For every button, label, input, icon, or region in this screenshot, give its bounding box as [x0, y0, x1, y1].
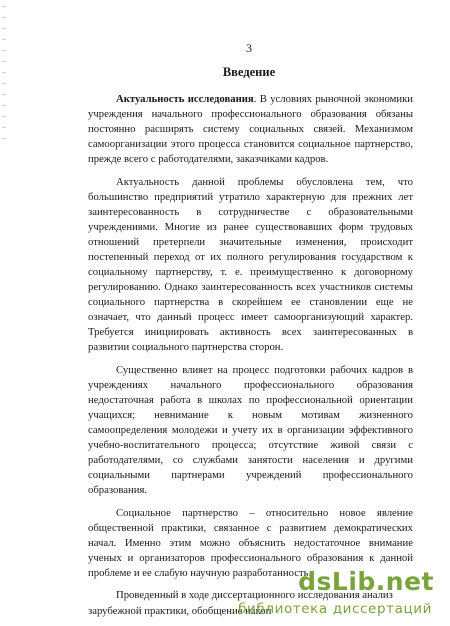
document-body — [88, 92, 413, 619]
watermark — [233, 567, 438, 619]
page-number: 3 — [246, 41, 252, 55]
analysis-line-1: Проведенный в ходе диссертационного исследования анализ — [116, 589, 393, 602]
relevance-text: . В условиях рыночной экономики учреждения начального профессионального образования обязаны постоянно расширять систему социальных связей. Механизмом самоорганизации этого процесса становится социальное партнерство, прежде всего с работодателями, заказчиками кадров. — [88, 93, 413, 166]
paragraph-training: Существенно влияет на процесс подготовки рабочих кадров в учреждениях начального профессионального образования недостаточная работа в школах по профессиональной ориентации учащихся; невнимание к новым мотивам жизненного самоопределения молодежи и учету их в организации эффективного учебно-воспитательного процесса; отсутствие живой связи с работодателями, со службами занятости населения и другими социальными партнерами учреждений профессионального образования. — [88, 363, 413, 497]
watermark-subtitle: библиотека диссертаций — [238, 601, 432, 617]
paragraph-relevance — [88, 92, 413, 167]
paragraph-problem: Актуальность данной проблемы обусловлена тем, что большинство предприятий утратило характерную для прежних лет заинтересованность в сотрудничестве с образовательными учреждениями. Многие из ранее существовавших форм трудовых отношений претерпели значительные изменения, происходит постепенный переход от их полного регулирования государством к социальному партнерству, т. е. преимущественно к договорному регулированию. Однако заинтересованность всех участников системы социального партнерства в скорейшем ее становлении еще не означает, что данный процесс имеет самоорганизующий характер. Требуется инициировать активность всех заинтересованных в развитии социального партнерства сторон. — [88, 175, 413, 354]
paragraph-partnership: Социальное партнерство – относительно новое явление общественной практики, связанное с развитием демократических начал. Именно этим можно объяснить недостаточное внимание ученых и организаторов профессионального образования к данной проблеме и ее слабую научную разработанность. — [88, 506, 413, 579]
watermark-logo: dsLib.net — [298, 567, 434, 596]
scan-margin-marks — [2, 6, 6, 146]
analysis-line-2: зарубежной практики, обобщение накоп — [88, 604, 272, 617]
section-heading: Введение — [222, 65, 276, 79]
relevance-label: Актуальность исследования — [116, 93, 254, 105]
